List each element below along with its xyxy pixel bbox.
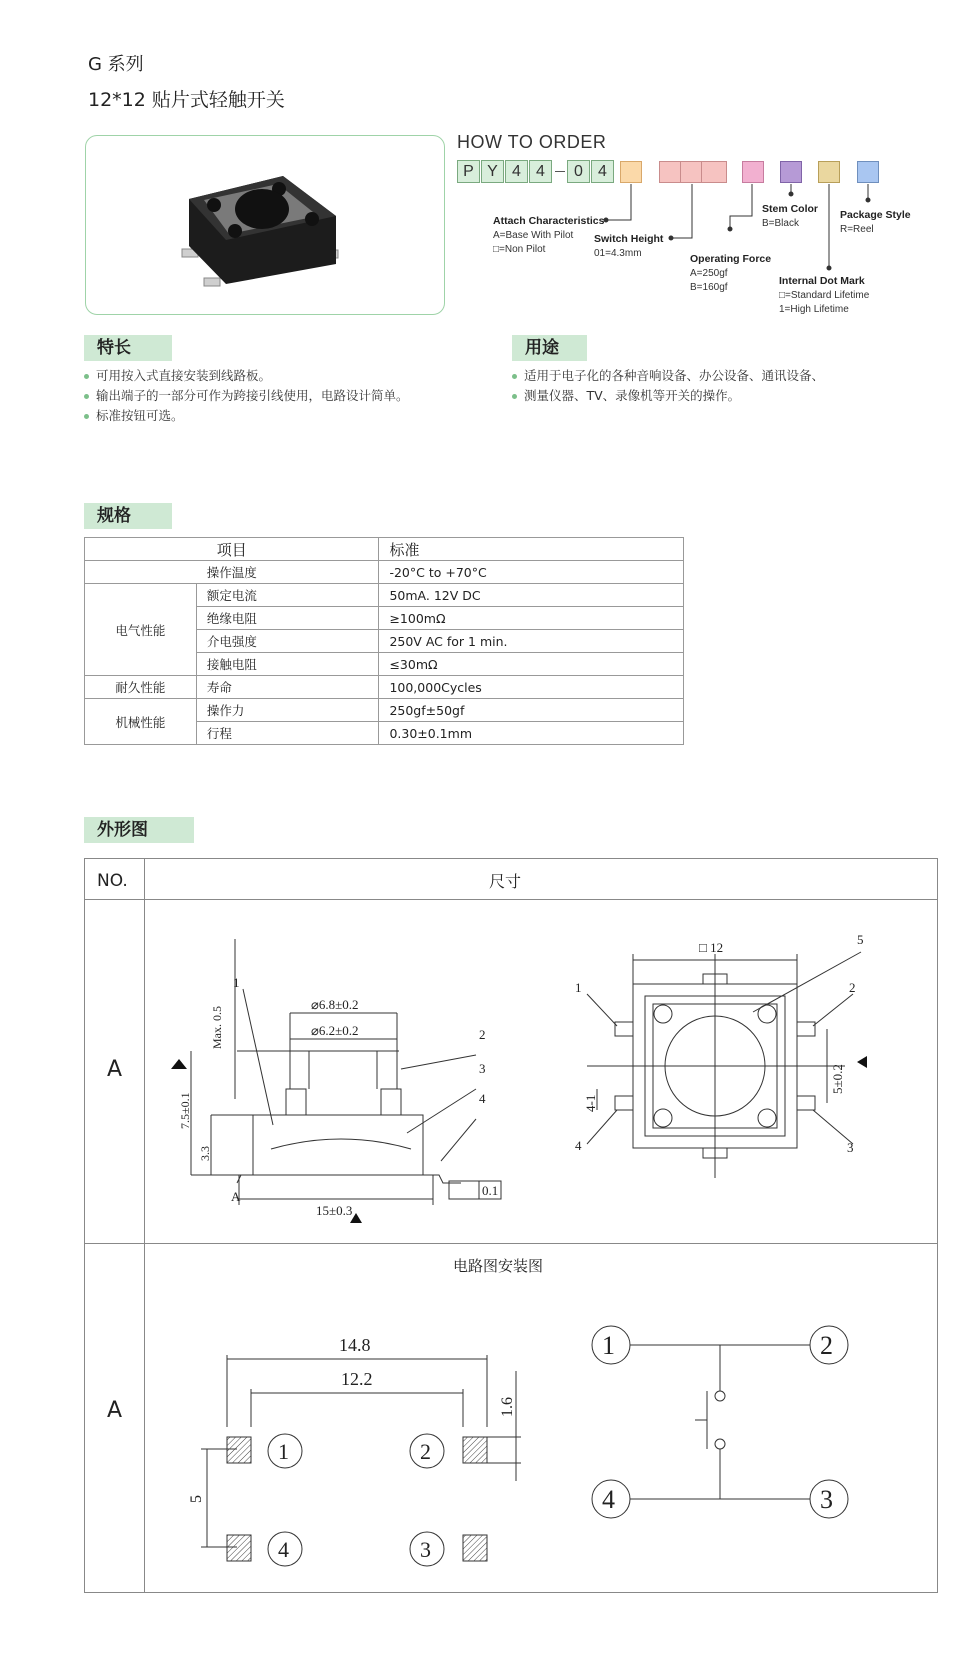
travel-label: 行程 (196, 722, 379, 745)
diel-value: 250V AC for 1 min. (379, 630, 684, 653)
force-value: 250gf±50gf (379, 699, 684, 722)
diel-label: 介电强度 (196, 630, 379, 653)
code-char: 4 (591, 160, 614, 183)
spec-tag: 规格 (84, 503, 172, 529)
height-annotation (594, 232, 663, 261)
usage-tag: 用途 (512, 335, 587, 361)
attach-title: Attach Characteristics (493, 215, 605, 227)
table-header-row (85, 538, 684, 561)
side-label-4: 4 (479, 1091, 486, 1106)
code-char: 4 (505, 160, 528, 183)
attach-b: □=Non Pilot (493, 244, 546, 255)
w148-label: 14.8 (339, 1335, 371, 1355)
w15-label: 15±0.3 (316, 1203, 353, 1218)
code-char: P (457, 160, 480, 183)
top-label-5: 5 (857, 932, 864, 947)
top-label-2: 2 (849, 980, 856, 995)
how-to-order-title: HOW TO ORDER (457, 132, 607, 152)
force-swatch (742, 161, 764, 183)
order-code (457, 160, 615, 183)
usage-list (512, 366, 824, 406)
dot-annotation (779, 274, 869, 317)
circuit-label-2: 2 (820, 1331, 833, 1360)
feature-item: 可用按入式直接安装到线路板。 (84, 366, 409, 386)
circuit-label-1: 1 (602, 1331, 615, 1360)
col-no: NO. (97, 871, 128, 891)
maxh-label: Max. 0.5 (210, 1006, 224, 1049)
force-label: 操作力 (196, 699, 379, 722)
row1-no: A (107, 1057, 123, 1082)
dot-high: 1=High Lifetime (779, 304, 849, 315)
w122-label: 12.2 (341, 1369, 373, 1389)
row2-no: A (107, 1398, 123, 1423)
attach-annotation (493, 214, 604, 257)
code-char: 4 (529, 160, 552, 183)
elec-group: 电气性能 (85, 584, 197, 676)
product-subtitle: 12*12 贴片式轻触开关 (88, 89, 285, 111)
package-title: Package Style (840, 209, 911, 221)
features-tag: 特长 (84, 335, 172, 361)
usage-item: 适用于电子化的各种音响设备、办公设备、通讯设备、 (512, 366, 824, 386)
life-label: 寿命 (196, 676, 379, 699)
outline-frame (84, 858, 938, 1593)
feature-item: 标准按钮可选。 (84, 406, 409, 426)
height-01: 01=4.3mm (594, 248, 642, 259)
mech-group: 机械性能 (85, 699, 197, 745)
p16-label: 1.6 (499, 1397, 516, 1417)
pad-label-4: 4 (278, 1537, 289, 1562)
dur-group: 耐久性能 (85, 676, 197, 699)
stem-title: Stem Color (762, 203, 819, 215)
temp-value: -20°C to +70°C (379, 561, 684, 584)
p41-label: 4-1 (583, 1094, 598, 1112)
contact-value: ≤30mΩ (379, 653, 684, 676)
attach-swatch (620, 161, 642, 183)
product-photo (85, 135, 445, 315)
package-swatch (857, 161, 879, 183)
h75-label: 7.5±0.1 (178, 1092, 192, 1129)
feature-item: 输出端子的一部分可作为跨接引线使用，电路设计简单。 (84, 386, 409, 406)
v5-label: 5 (188, 1495, 205, 1503)
force-a: A=250gf (690, 268, 728, 279)
side-label-3: 3 (479, 1061, 486, 1076)
h33-label: 3.3 (198, 1146, 212, 1161)
contact-label: 接触电阻 (196, 653, 379, 676)
table-row (85, 699, 684, 722)
package-annotation (840, 208, 911, 237)
attach-a: A=Base With Pilot (493, 230, 574, 241)
insul-label: 绝缘电阻 (196, 607, 379, 630)
circuit-title: 电路图安装图 (453, 1257, 544, 1275)
top-view-drawing (557, 934, 887, 1204)
circuit-label-3: 3 (820, 1485, 833, 1514)
stem-swatch (780, 161, 802, 183)
stem-b: B=Black (762, 218, 799, 229)
temp-label: 操作温度 (85, 561, 379, 584)
table-row (85, 584, 684, 607)
series-title: G 系列 (88, 54, 144, 75)
col-dim: 尺寸 (489, 872, 522, 891)
sq12-label: □ 12 (699, 940, 724, 955)
outline-tag: 外形图 (84, 817, 194, 843)
stem-annotation (762, 202, 818, 231)
top-label-4: 4 (575, 1138, 582, 1153)
usage-item (512, 386, 824, 406)
side-label-2: 2 (479, 1027, 486, 1042)
life-value: 100,000Cycles (379, 676, 684, 699)
code-char: 0 (567, 160, 590, 183)
circuit-label-4: 4 (602, 1485, 615, 1514)
dot-title: Internal Dot Mark (779, 275, 865, 287)
spec-table (84, 537, 684, 745)
tact-switch-image (86, 136, 444, 314)
table-row (85, 676, 684, 699)
pad-label-3: 3 (420, 1537, 431, 1562)
p5-label: 5±0.2 (830, 1064, 845, 1094)
code-dash (555, 171, 565, 172)
force-b: B=160gf (690, 282, 728, 293)
height-title: Switch Height (594, 233, 664, 245)
dot-swatch (818, 161, 840, 183)
top-label-1: 1 (575, 980, 582, 995)
pad-layout-drawing (181, 1299, 541, 1579)
datum-label: A (231, 1189, 241, 1204)
header-standard: 标准 (379, 538, 684, 561)
circuit-schematic (583, 1307, 883, 1547)
force-title: Operating Force (690, 253, 772, 265)
pad-label-2: 2 (420, 1439, 431, 1464)
top-label-3: 3 (847, 1140, 854, 1155)
table-row (85, 561, 684, 584)
flat-label: 0.1 (482, 1183, 499, 1198)
side-label-1: 1 (233, 975, 240, 990)
rated-value: 50mA. 12V DC (379, 584, 684, 607)
insul-value: ≥100mΩ (379, 607, 684, 630)
height-swatch (659, 161, 727, 183)
d68-label: ⌀6.8±0.2 (311, 997, 359, 1012)
d62-label: ⌀6.2±0.2 (311, 1023, 359, 1038)
side-view-drawing (171, 939, 501, 1218)
rated-label: 额定电流 (196, 584, 379, 607)
travel-value: 0.30±0.1mm (379, 722, 684, 745)
code-char: Y (481, 160, 504, 183)
dot-std: □=Standard Lifetime (779, 290, 870, 301)
force-annotation (690, 252, 771, 295)
package-r: R=Reel (840, 224, 874, 235)
pad-label-1: 1 (278, 1439, 289, 1464)
usage-item-cont: 测量仪器、TV、录像机等开关的操作。 (524, 388, 741, 403)
features-list (84, 366, 409, 426)
header-item: 项目 (85, 538, 379, 561)
